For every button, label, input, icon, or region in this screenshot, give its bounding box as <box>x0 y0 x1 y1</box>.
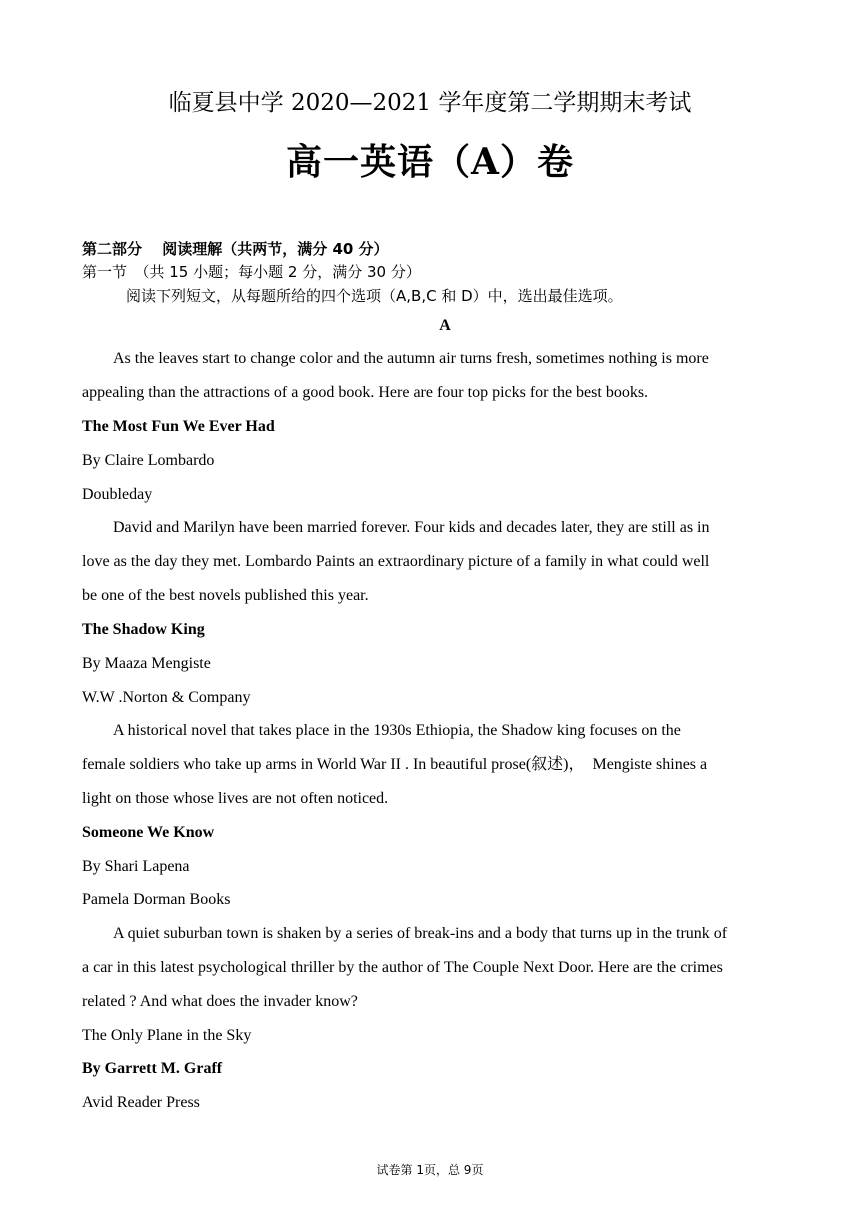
book-publisher: Doubleday <box>82 486 153 503</box>
book-title: The Shadow King <box>82 621 205 638</box>
book-description: related ? And what does the invader know? <box>82 993 358 1010</box>
book-description: A quiet suburban town is shaken by a series of break-ins and a body that turns up in the trunk of <box>113 925 728 942</box>
school-exam-title: 临夏县中学 2020—2021 学年度第二学期期末考试 <box>168 90 692 116</box>
book-author: By Shari Lapena <box>82 858 190 875</box>
instruction: 阅读下列短文，从每题所给的四个选项（A,B,C 和 D）中，选出最佳选项。 <box>126 287 623 305</box>
book-description: female soldiers who take up arms in World War II . In beautiful prose(叙述)， Mengiste shines a <box>82 756 708 773</box>
sub-heading: 第一节 （共 15 小题；每小题 2 分，满分 30 分） <box>82 263 421 281</box>
passage-intro: As the leaves start to change color and the autumn air turns fresh, sometimes nothing is more <box>113 350 709 367</box>
passage-intro: appealing than the attractions of a good book. Here are four top picks for the best books. <box>82 384 649 401</box>
book-description: light on those whose lives are not often noticed. <box>82 790 389 807</box>
book-title: The Only Plane in the Sky <box>82 1027 252 1044</box>
page-footer: 试卷第 1页，总 9页 <box>376 1163 484 1177</box>
book-description: love as the day they met. Lombardo Paints an extraordinary picture of a family in what could well <box>82 553 710 570</box>
book-publisher: Pamela Dorman Books <box>82 891 231 908</box>
book-publisher: W.W .Norton & Company <box>82 689 251 706</box>
book-description: a car in this latest psychological thriller by the author of The Couple Next Door. Here are the crimes <box>82 959 723 976</box>
book-author: By Maaza Mengiste <box>82 655 211 672</box>
passage-label: A <box>439 317 451 334</box>
book-description: A historical novel that takes place in the 1930s Ethiopia, the Shadow king focuses on the <box>113 722 681 739</box>
paper-title: 高一英语（A）卷 <box>286 141 574 183</box>
book-description: be one of the best novels published this year. <box>82 587 369 604</box>
book-description: David and Marilyn have been married forever. Four kids and decades later, they are still as in <box>113 519 710 536</box>
book-publisher: Avid Reader Press <box>82 1094 200 1111</box>
book-title: Someone We Know <box>82 824 215 841</box>
book-author: By Garrett M. Graff <box>82 1060 223 1077</box>
book-title: The Most Fun We Ever Had <box>82 418 275 435</box>
book-author: By Claire Lombardo <box>82 452 215 469</box>
part-heading: 第二部分 阅读理解（共两节，满分 40 分） <box>82 240 389 258</box>
